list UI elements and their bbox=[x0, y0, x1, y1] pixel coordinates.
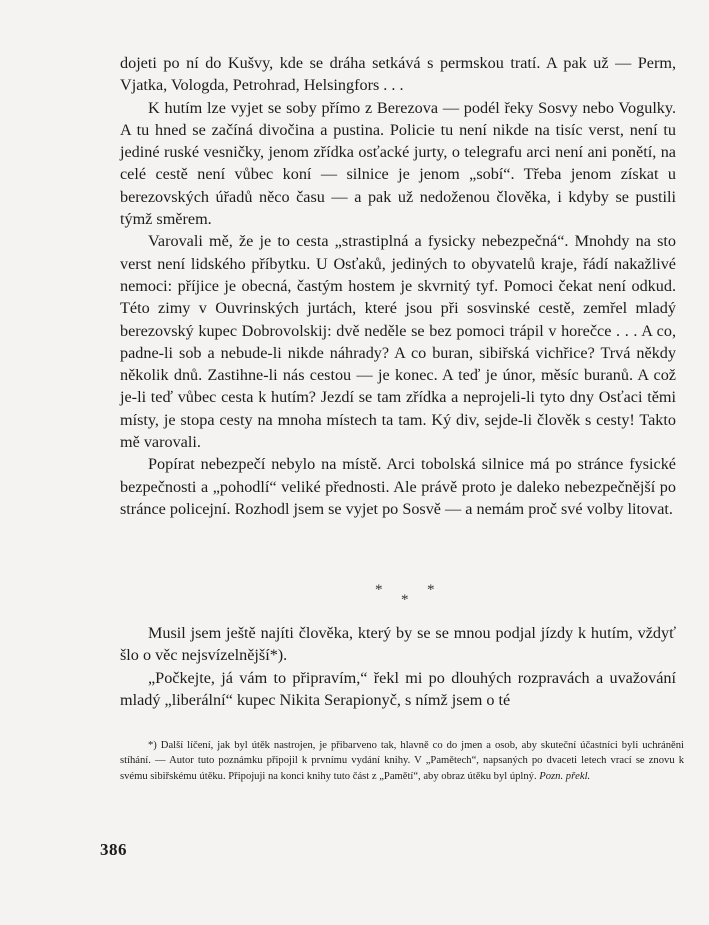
paragraph-2: K hutím lze vyjet se soby přímo z Berezova — podél řeky Sosvy nebo Vogulky. A tu hned se začíná divočina a pustina. Policie tu není nikde na tisíc verst, není tu jediné ruské vesničky, jenom zřídka osťacké jurty, o telegrafu arci není ani ponětí, na celé cestě není vůbec koní — silnice je jenom „sobí“. Třeba jenom získat u berezovských úřadů něco času — a pak už nedoženou člověka, i kdyby se pustili týmž směrem. bbox=[120, 98, 676, 229]
section-ornament bbox=[0, 580, 709, 610]
paragraph-4: Popírat nebezpečí nebylo na místě. Arci tobolská silnice má po stránce fysické bezpečnosti a „pohodlí“ veliké přednosti. Ale právě proto je daleko nebezpečnější po stránce policejní. Rozhodl jsem se vyjet po Sosvě — a nemám proč své volby litovat. bbox=[120, 455, 676, 518]
footnote-signature: Pozn. překl. bbox=[539, 770, 591, 782]
ornament-asterisk-right: * bbox=[427, 582, 435, 598]
ornament-asterisk-left: * bbox=[375, 582, 383, 598]
page-number: 386 bbox=[100, 840, 127, 859]
paragraph-1: dojeti po ní do Kušvy, kde se dráha setkává s permskou tratí. A pak už — Perm, Vjatka, Vologda, Petrohrad, Helsingfors . . . bbox=[120, 54, 676, 95]
paragraph-5: Musil jsem ještě najíti člověka, který by se se mnou podjal jízdy k hutím, vždyť šlo o věc nejsvízelnější*). bbox=[120, 624, 676, 665]
footnote-body: *) Další líčení, jak byl útěk nastrojen, je přibarveno tak, hlavně co do jmen a osob, aby skuteční účastníci byli uchráněni stíhání. — Autor tuto poznámku připojil k prvnímu vydání knihy. V „Pamětech“, napsaných po dvaceti letech vrací se znovu k svému sibiřskému útěku. Připojuji na konci knihy tuto část z „Pamětí“, aby obraz útěku byl úplný. bbox=[120, 740, 684, 782]
footnote bbox=[120, 738, 684, 784]
second-section-text bbox=[120, 622, 676, 711]
footnote-text bbox=[120, 738, 684, 784]
paragraph-6: „Počkejte, já vám to připravím,“ řekl mi po dlouhých rozpravách a uvažování mladý „liberální“ kupec Nikita Serapionyč, s nímž jsem o té bbox=[120, 668, 676, 709]
ornament-asterisk-middle: * bbox=[401, 592, 409, 608]
main-text bbox=[120, 52, 676, 520]
paragraph-3: Varovali mě, že je to cesta „strastiplná a fysicky nebezpečná“. Mnohdy na sto verst není lidského příbytku. U Osťaků, jediných to obyvatelů kraje, řádí nakažlivé nemoci: příjice je obecná, častým hostem je skvrnitý tyf. Pomoci čekat není odkud. Této zimy v Ouvrinských jurtách, které jsou při sosvinské cestě, zemřel mladý berezovský kupec Dobrovolskij: dvě neděle se bez pomoci trápil v horečce . . . A co, padne-li sob a nebude-li nikde náhrady? A co buran, sibiřská vichřice? Trvá někdy několik dnů. Zastihne-li nás cestou — je konec. A teď je únor, měsíc buranů. A což je-li teď vůbec cesta k hutím? Jezdí se tam zřídka a neprojeli-li tyto dny Osťaci těmi místy, je stopa cesty na mnoha místech ta tam. Ký div, sejde-li člověk s cesty! Takto mě varovali. bbox=[120, 232, 676, 452]
